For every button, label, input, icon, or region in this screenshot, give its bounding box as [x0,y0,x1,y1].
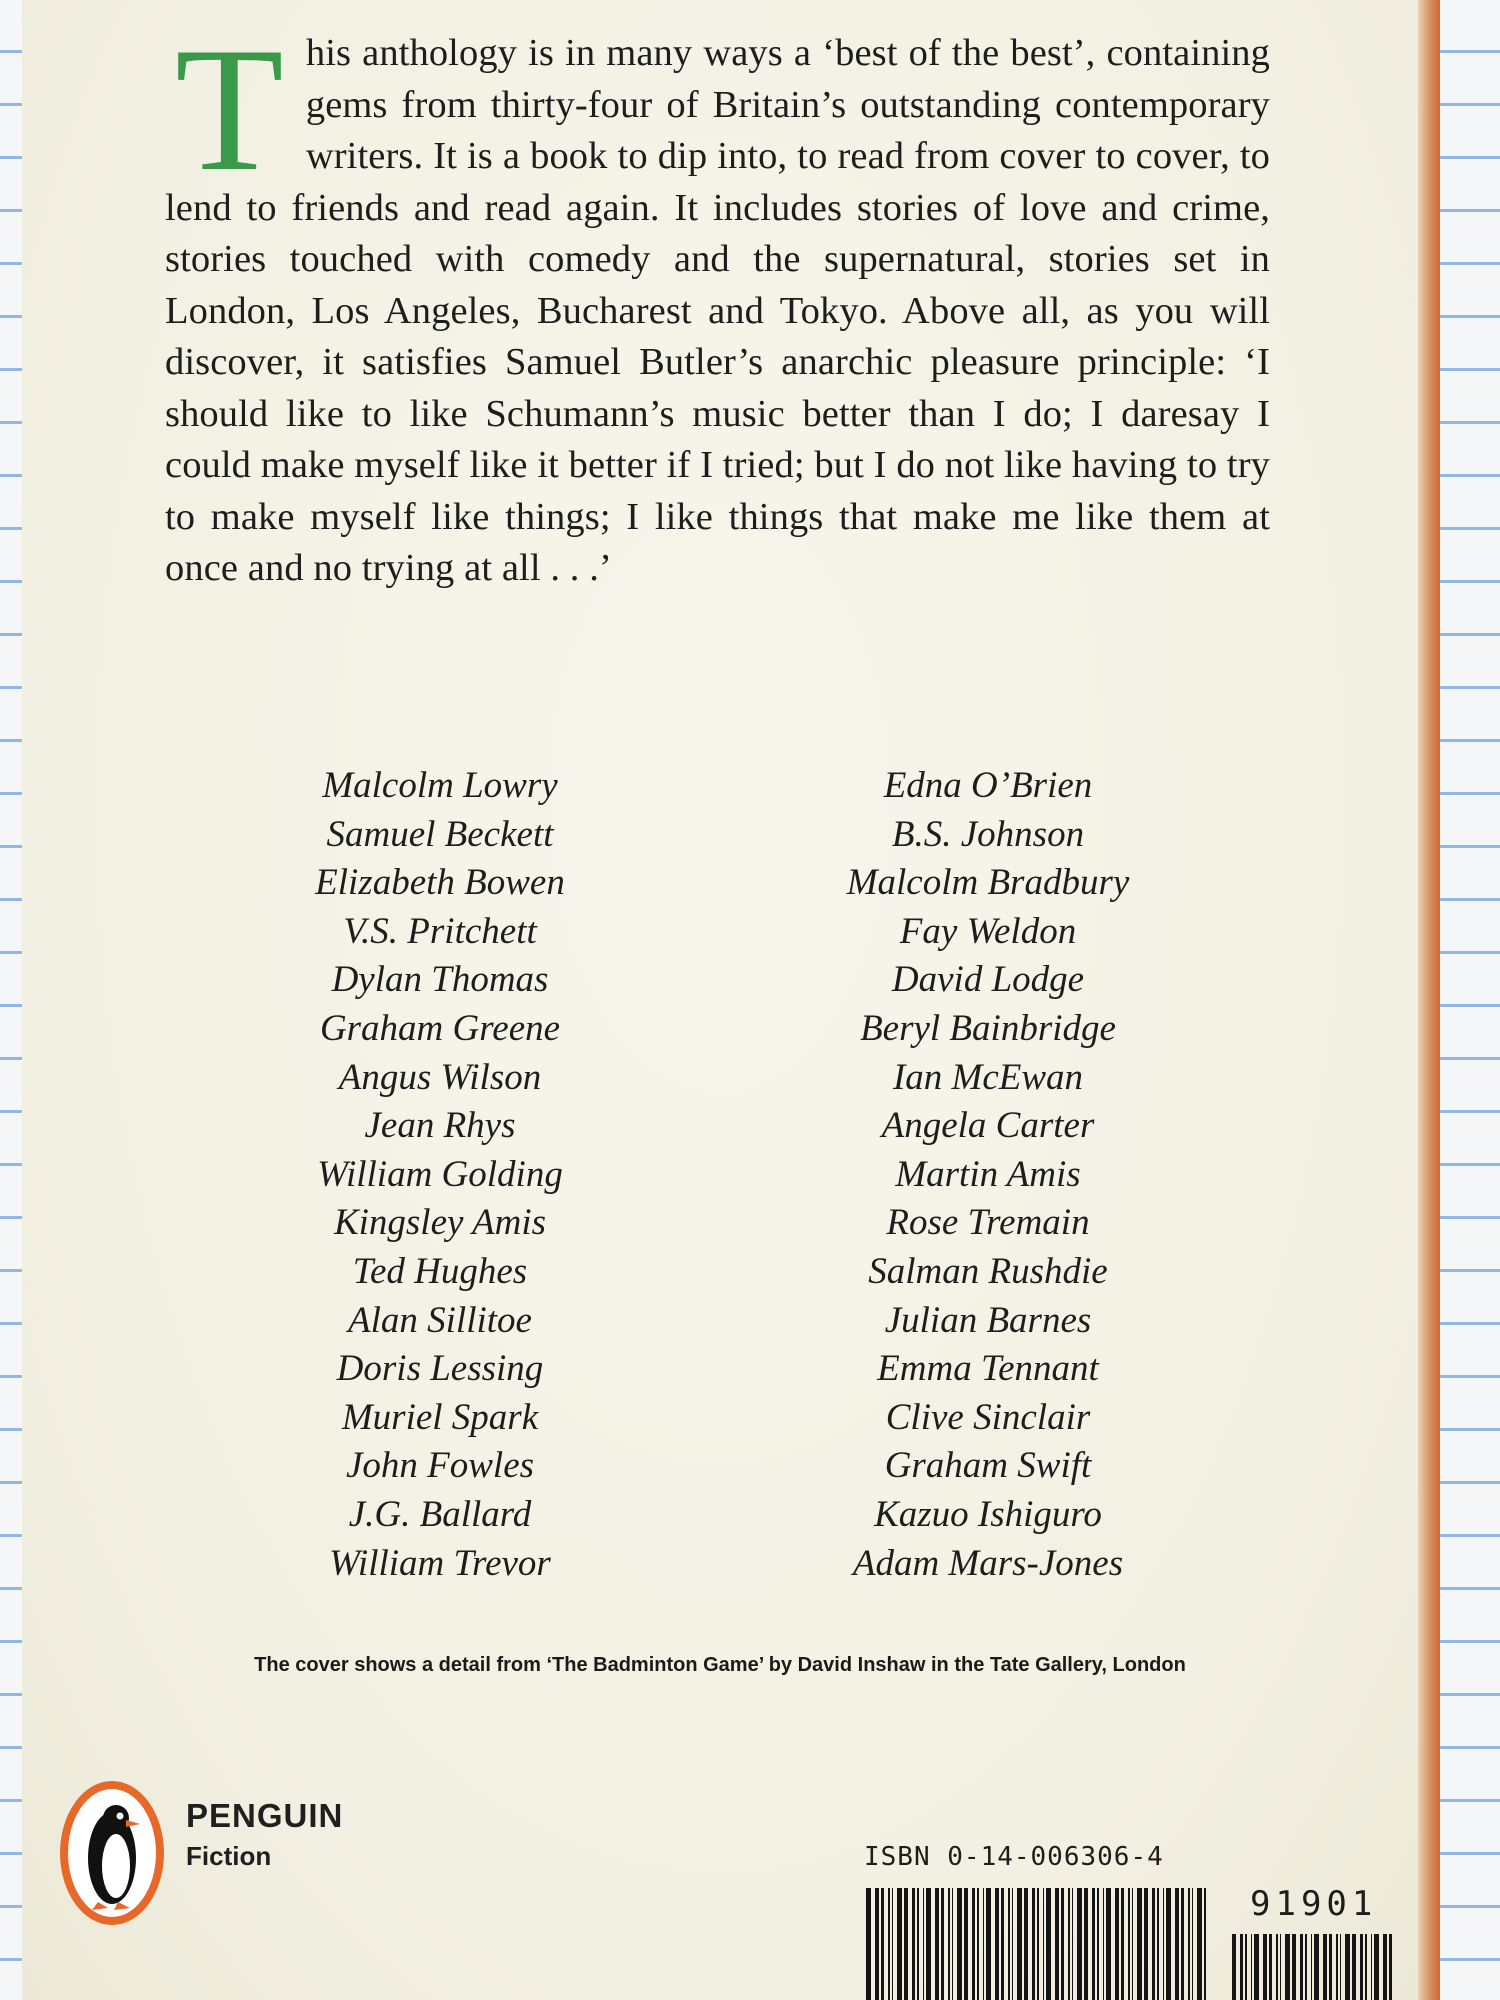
drop-cap: T [175,10,284,208]
barcode-bar [912,1888,915,2000]
barcode-bar [926,1888,931,2000]
barcode-bar [1280,1934,1281,2000]
barcode-bar [1311,1934,1312,2000]
barcode-bar [1360,1934,1363,2000]
barcode-bar [1251,1934,1252,2000]
barcode-bar [1181,1888,1184,2000]
author-name: Muriel Spark [341,1396,539,1438]
barcode-bar [1043,1888,1044,2000]
author-name: Alan Sillitoe [348,1299,532,1341]
barcode-bar [964,1888,968,2000]
price-code: 91901 [1250,1884,1378,1924]
barcode-bar [1128,1888,1130,2000]
author-name: B.S. Johnson [891,813,1085,855]
barcode-bar [1012,1888,1013,2000]
barcode-bar [1017,1888,1022,2000]
barcode-bar [1163,1888,1164,2000]
isbn-number: ISBN 0-14-006306-4 [864,1842,1164,1872]
barcode-bar [1374,1934,1379,2000]
barcode-bar [1068,1888,1070,2000]
author-name: Adam Mars-Jones [852,1542,1124,1584]
author-name: Graham Swift [884,1445,1092,1487]
author-name: Dylan Thomas [331,959,549,1001]
penguin-logo-icon [56,1778,168,1928]
barcode-bar [1292,1934,1296,2000]
book-spine-edge [1418,0,1440,2000]
barcode-bar [1106,1888,1111,2000]
barcode-bar [1157,1888,1159,2000]
barcode-bar [1152,1888,1155,2000]
author-name: Rose Tremain [886,1202,1090,1244]
barcode-bar [1336,1934,1338,2000]
barcode-bar [1055,1888,1059,2000]
cover-caption: The cover shows a detail from ‘The Badminton Game’ by David Inshaw in the Tate Gallery, London [254,1654,1186,1676]
isbn-barcode [866,1888,1206,2000]
barcode-bar [977,1888,979,2000]
barcode-bar [972,1888,975,2000]
notebook-paper-left [0,0,22,2000]
barcode-bar [1132,1888,1133,2000]
author-name: J.G. Ballard [348,1493,532,1535]
barcode-bar [957,1888,962,2000]
author-name: Ian McEwan [892,1056,1084,1098]
author-name: Salman Rushdie [868,1250,1108,1292]
barcode-bar [1340,1934,1341,2000]
author-name: Elizabeth Bowen [315,862,565,904]
barcode-bar [1285,1934,1290,2000]
barcode-bar [1305,1934,1307,2000]
barcode-bar [952,1888,953,2000]
author-name: Martin Amis [895,1153,1081,1195]
barcode-bar [1371,1934,1372,2000]
author-name: Malcolm Bradbury [846,862,1130,904]
barcode-bar [1245,1934,1247,2000]
barcode-bar [923,1888,924,2000]
barcode-bar [948,1888,950,2000]
barcode-bar [1166,1888,1171,2000]
barcode-bar [1232,1934,1236,2000]
author-name: Kazuo Ishiguro [874,1493,1102,1535]
author-name: Malcolm Lowry [322,765,558,806]
barcode-bar [1254,1934,1259,2000]
barcode-bar [904,1888,908,2000]
barcode-bar [866,1888,871,2000]
barcode-bar [888,1888,890,2000]
barcode-bar [1314,1934,1319,2000]
author-column-right [728,762,1248,1588]
barcode-bar [917,1888,919,2000]
barcode-bar [1072,1888,1073,2000]
author-name: Fay Weldon [899,910,1077,952]
barcode-bar [935,1888,939,2000]
barcode-bar [1276,1934,1278,2000]
author-name: Edna O’Brien [883,765,1093,806]
barcode-bar [875,1888,879,2000]
barcode-bar [1329,1934,1332,2000]
barcode-bar [1365,1934,1367,2000]
barcode-bar [1192,1888,1193,2000]
barcode-bar [1061,1888,1064,2000]
barcode-bar [1389,1934,1392,2000]
author-name: V.S. Pritchett [343,910,537,952]
author-name: Kingsley Amis [333,1202,547,1244]
author-name: William Golding [317,1153,563,1195]
author-name: Angela Carter [881,1105,1095,1147]
author-name: Ted Hughes [352,1250,528,1292]
author-name: Clive Sinclair [885,1396,1091,1438]
barcode-bar [1188,1888,1190,2000]
barcode-bar [1046,1888,1051,2000]
author-name: Samuel Beckett [326,813,554,855]
barcode-bar [881,1888,884,2000]
barcode-bar [1008,1888,1010,2000]
barcode-bar [1300,1934,1303,2000]
barcode-bar [1383,1934,1387,2000]
barcode-bar [1197,1888,1202,2000]
barcode-bar [1077,1888,1082,2000]
author-name: William Trevor [329,1542,551,1584]
barcode-bar [941,1888,944,2000]
publisher-name: PENGUIN [186,1797,344,1834]
barcode-bar [1204,1888,1206,2000]
author-name: Doris Lessing [336,1348,544,1390]
barcode-bar [995,1888,999,2000]
author-name: Beryl Bainbridge [860,1007,1116,1049]
barcode-bar [1092,1888,1095,2000]
publisher-imprint: Fiction [186,1841,272,1871]
barcode-bar [1115,1888,1119,2000]
author-name: John Fowles [345,1445,535,1487]
barcode-bar [1323,1934,1327,2000]
author-name: Angus Wilson [338,1056,542,1098]
barcode-bar [986,1888,991,2000]
publisher-brand [186,1796,343,1876]
barcode-bar [1175,1888,1179,2000]
barcode-bar [1352,1934,1356,2000]
barcode-bar [897,1888,902,2000]
blurb-text: his anthology is in many ways a ‘best of the best’, containing gems from thirty-four of Britain’s outstanding contemporary writers. It is a book to dip into, to read from cover to cover, to lend to friends and read again. It includes stories of love and crime, stories touched with comedy and the supernatural, stories set in London, Los Angeles, Bucharest and Tokyo. Above all, as you will discover, it satisfies Samuel Butler’s anarchic pleasure principle: ‘I should like to like Schumann’s music better than I do; I daresay I could make myself like it better if I tried; but I do not like having to try to make myself like things; I like things that make me like them at once and no trying at all . . .’ [165,32,1270,589]
author-name: Julian Barnes [884,1299,1092,1341]
barcode-bar [1144,1888,1148,2000]
barcode-bar [1024,1888,1028,2000]
barcode-bar [1269,1934,1272,2000]
barcode-bar [1121,1888,1124,2000]
price-barcode [1232,1934,1392,2000]
author-column-left [180,762,700,1588]
author-name: Jean Rhys [364,1105,516,1147]
barcode-bar [1263,1934,1267,2000]
barcode-bar [983,1888,984,2000]
barcode-bar [1137,1888,1142,2000]
barcode-bar [1001,1888,1004,2000]
barcode-bar [1103,1888,1104,2000]
barcode-bar [892,1888,893,2000]
notebook-paper-right [1440,0,1500,2000]
barcode-bar [1084,1888,1088,2000]
barcode-bar [1345,1934,1350,2000]
barcode-bar [1037,1888,1039,2000]
author-name: David Lodge [891,959,1085,1001]
barcode-bar [1240,1934,1243,2000]
author-name: Emma Tennant [877,1348,1099,1390]
barcode-bar [1032,1888,1035,2000]
author-name: Graham Greene [319,1007,561,1049]
blurb-paragraph [165,10,1270,595]
barcode-bar [1097,1888,1099,2000]
